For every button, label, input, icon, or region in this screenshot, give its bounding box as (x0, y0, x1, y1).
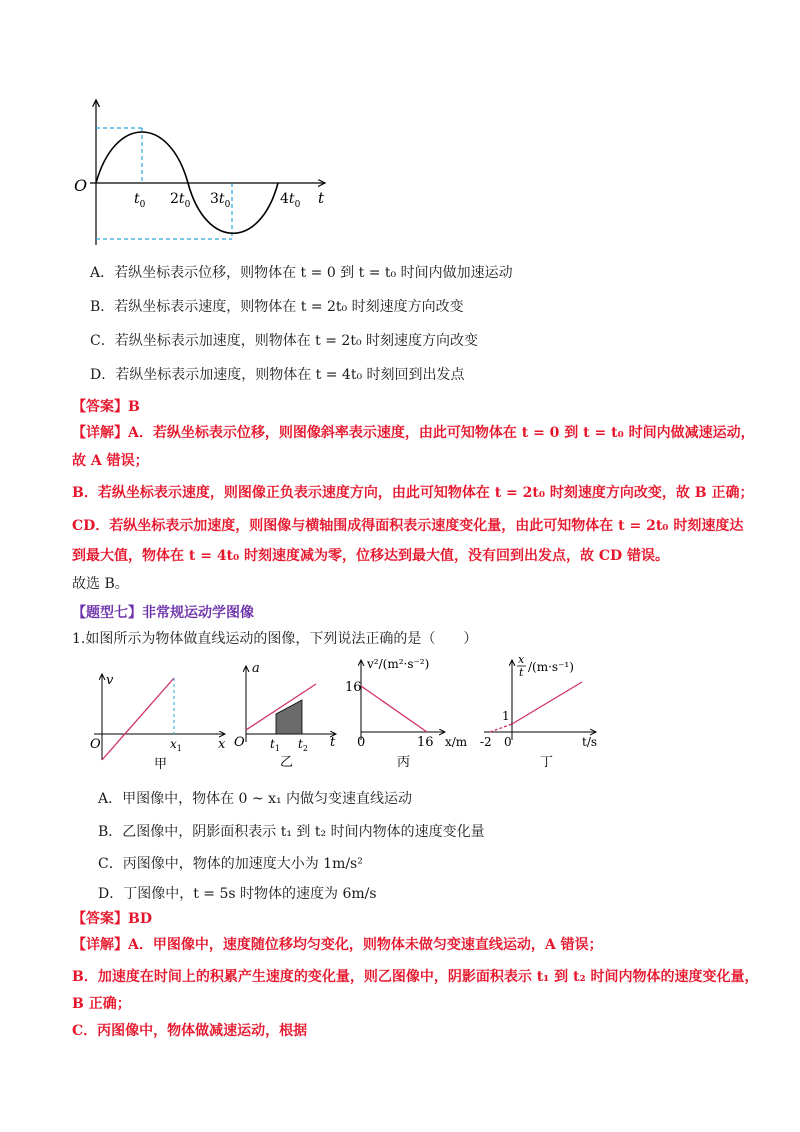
option-2c: C．丙图像中，物体的加速度大小为 1m/s² (98, 856, 363, 872)
bing-caption: 丙 (397, 755, 411, 770)
yi-caption: 乙 (280, 755, 294, 770)
ding-ylabel: /(m·s⁻¹) (528, 660, 574, 674)
tick-2t0: $2t_0$ (170, 191, 191, 210)
question-2: 1.如图所示为物体做直线运动的图像，下列说法正确的是（ ） (72, 631, 478, 647)
detail-1-label: 【详解】 (72, 425, 128, 441)
tick-t0: $t_0$ (134, 191, 146, 210)
bing-ylabel: v²/(m²·s⁻²) (367, 657, 430, 671)
bing-line (361, 686, 427, 732)
detail-1-line2: 故 A 错误； (72, 453, 149, 469)
ding-xtick-neg: -2 (480, 735, 492, 749)
ding-caption: 丁 (540, 755, 554, 770)
detail-2-label: 【详解】 (72, 937, 128, 953)
ding-xlabel: t/s (582, 735, 598, 749)
section-heading: 【题型七】非常规运动学图像 (72, 605, 254, 621)
ding-ytick: 1 (502, 709, 510, 723)
option-1a: A．若纵坐标表示位移，则物体在 t = 0 到 t = t₀ 时间内做加速运动 (90, 265, 513, 281)
answer-2-label: 【答案】 (72, 911, 128, 927)
detail-2-text1: A．甲图像中，速度随位移均匀变化，则物体未做匀变速直线运动，A 错误； (128, 937, 603, 953)
jia-origin: O (90, 737, 101, 752)
ding-frac-num: x (518, 654, 525, 666)
graph-yi (232, 662, 342, 772)
bing-ytick: 16 (345, 680, 362, 695)
answer-2-value: BD (128, 911, 152, 927)
jia-line (102, 678, 174, 760)
option-2a: A．甲图像中，物体在 0 ~ x₁ 内做匀变速直线运动 (98, 791, 413, 807)
option-1c: C．若纵坐标表示加速度，则物体在 t = 2t₀ 时刻速度方向改变 (90, 333, 479, 349)
yi-xlabel: t (330, 735, 336, 750)
answer-1-value: B (128, 399, 140, 415)
detail-1-line3: B．若纵坐标表示速度，则图像正负表示速度方向，由此可知物体在 t = 2t₀ 时刻速度方向改变，故 B 正确； (72, 485, 754, 501)
yi-tick-t1: $t_1$ (270, 737, 280, 753)
bing-origin: 0 (357, 735, 366, 750)
yi-ylabel: a (252, 662, 260, 676)
yi-tick-t2: $t_2$ (298, 737, 308, 753)
sine-graph (70, 95, 340, 255)
detail-2-line4: C．丙图像中，物体做减速运动，根据 (72, 1023, 308, 1039)
yi-shaded-area (276, 700, 302, 734)
tick-3t0: $3t_0$ (210, 191, 231, 210)
sine-origin: O (74, 176, 88, 195)
graph-ding (478, 654, 628, 772)
ding-line-extension (490, 724, 512, 732)
detail-1-line1 (72, 422, 755, 442)
detail-2-line3: B 正确； (72, 996, 131, 1012)
jia-ylabel: v (106, 673, 114, 688)
answer-1 (72, 396, 140, 416)
option-1d: D．若纵坐标表示加速度，则物体在 t = 4t₀ 时刻回到出发点 (90, 367, 465, 383)
conclusion-1: 故选 B。 (72, 576, 129, 592)
option-2d: D．丁图像中，t = 5s 时物体的速度为 6m/s (98, 886, 377, 902)
answer-1-label: 【答案】 (72, 399, 128, 415)
jia-tick-x1: $x_1$ (170, 737, 182, 753)
option-2b: B．乙图像中，阴影面积表示 t₁ 到 t₂ 时间内物体的速度变化量 (98, 824, 485, 840)
detail-2-line2: B．加速度在时间上的积累产生速度的变化量，则乙图像中，阴影面积表示 t₁ 到 t₂ 时间内物体的速度变化量， (72, 969, 759, 985)
ding-frac-den: t (519, 666, 524, 679)
detail-1-line4: CD．若纵坐标表示加速度，则图像与横轴围成得面积表示速度变化量，由此可知物体在 t = 2t₀ 时刻速度达 (72, 518, 744, 534)
graph-jia (90, 668, 230, 773)
jia-caption: 甲 (154, 757, 168, 772)
detail-1-text1: A．若纵坐标表示位移，则图像斜率表示速度，由此可知物体在 t = 0 到 t = t₀ 时间内做减速运动， (128, 425, 755, 441)
ding-line (512, 682, 582, 724)
option-1b: B．若纵坐标表示速度，则物体在 t = 2t₀ 时刻速度方向改变 (90, 299, 464, 315)
jia-xlabel: x (218, 737, 226, 752)
ding-origin: 0 (504, 735, 512, 749)
detail-1-line5: 到最大值，物体在 t = 4t₀ 时刻速度减为零，位移达到最大值，没有回到出发点，故 CD 错误。 (72, 548, 670, 564)
graph-bing (345, 654, 480, 772)
answer-2 (72, 908, 152, 928)
bing-xlabel: x/m (445, 735, 468, 749)
tick-4t0: $4t_0$ (280, 191, 301, 210)
yi-origin: O (234, 735, 245, 750)
sine-t-label: t (318, 189, 325, 207)
bing-xtick: 16 (417, 735, 434, 750)
detail-2-line1 (72, 934, 603, 954)
